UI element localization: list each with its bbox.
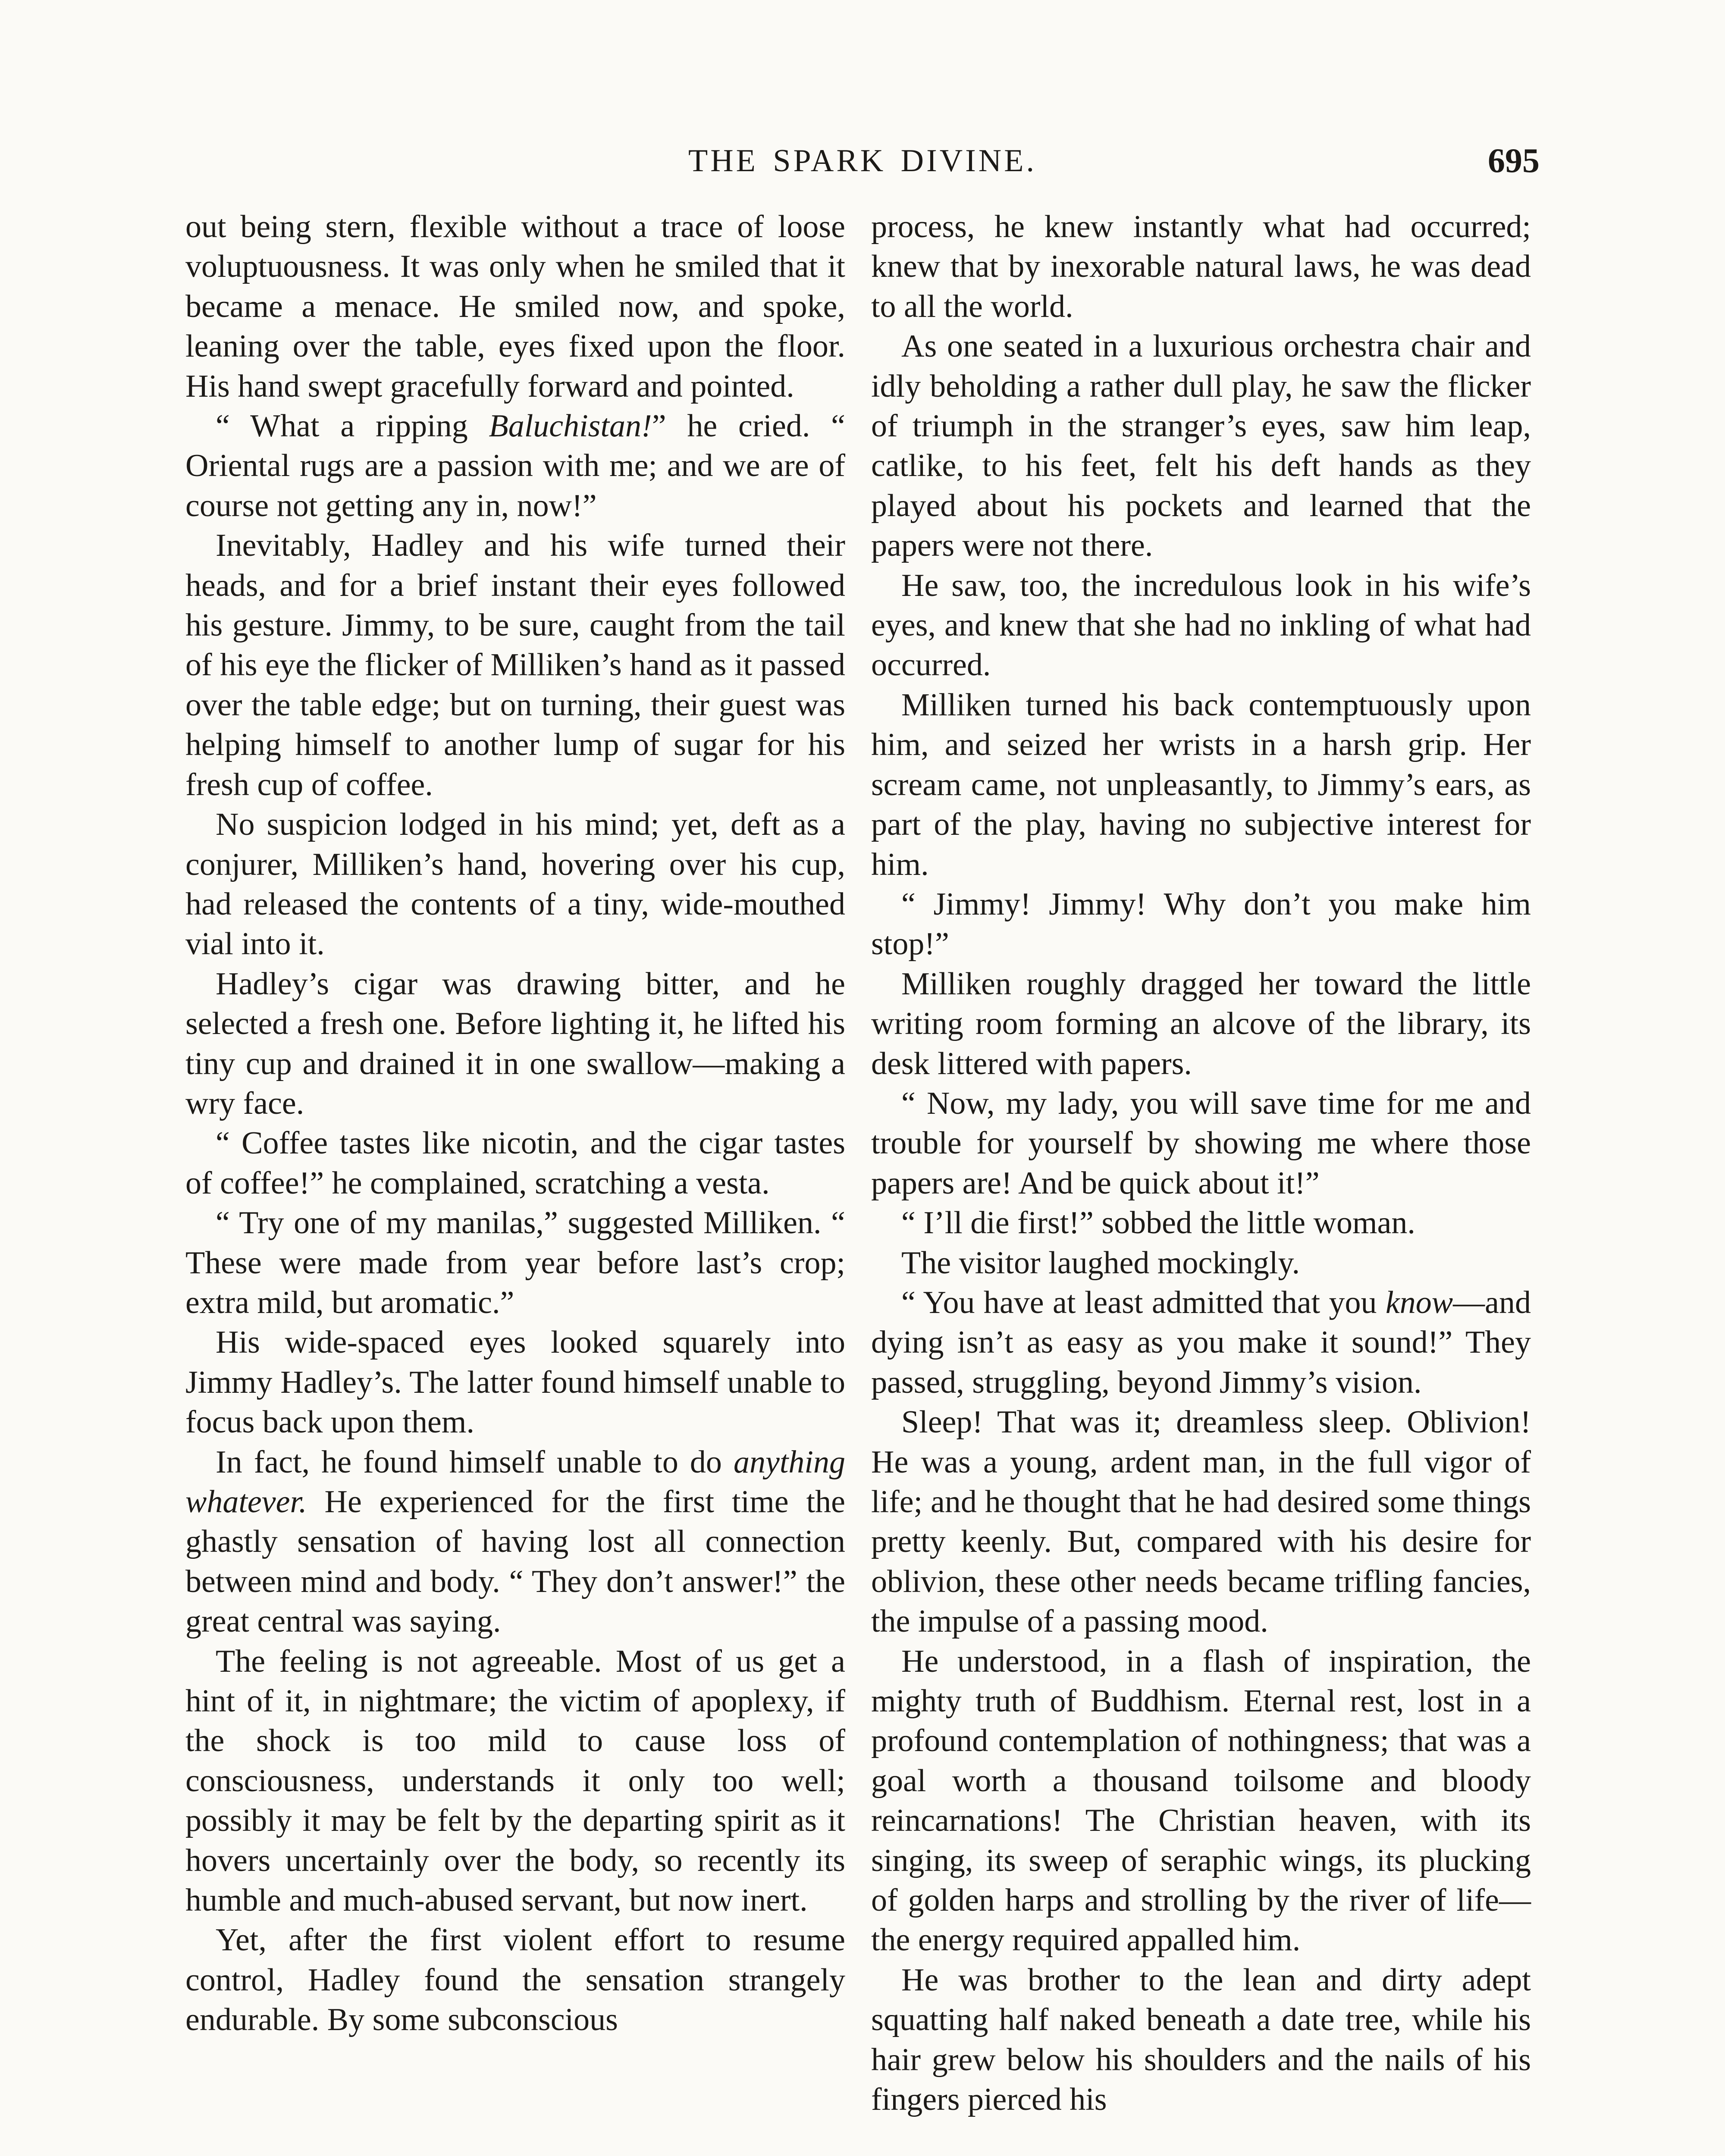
paragraph: As one seated in a luxurious orchestra chair and idly beholding a rather dull play, he saw the flicker of triumph in the stranger’s eyes, saw him leap, catlike, to his feet, felt his deft hands as they played about his pockets and learned that the papers were not there. bbox=[871, 329, 1531, 564]
paragraph: Milliken turned his back contemptuously upon him, and seized her wrists in a harsh grip. Her scream came, not unpleasantly, to Jimmy’s ears, as part of the play, having no subjective interest for him. bbox=[871, 687, 1531, 882]
paragraph: The visitor laughed mockingly. bbox=[901, 1245, 1300, 1281]
paragraph: Sleep! That was it; dreamless sleep. Oblivion! He was a young, ardent man, in the full vigor of life; and he thought that he had desired some things pretty keenly. But, compared with his desire for oblivion, these other needs became trifling fancies, the impulse of a passing mood. bbox=[871, 1404, 1531, 1639]
paragraph: “ Try one of my manilas,” suggested Milliken. “ These were made from year before last’s crop; extra mild, but aromatic.” bbox=[185, 1205, 845, 1320]
left-text-column bbox=[185, 207, 845, 2040]
paragraph: Milliken roughly dragged her toward the little writing room forming an alcove of the library, its desk littered with papers. bbox=[871, 966, 1531, 1081]
paragraph: He saw, too, the incredulous look in his wife’s eyes, and knew that she had no inkling of what had occurred. bbox=[871, 567, 1531, 683]
page-header bbox=[185, 137, 1540, 185]
paragraph: He was brother to the lean and dirty adept squatting half naked beneath a date tree, while his hair grew below his shoulders and the nails of his fingers pierced his bbox=[871, 1962, 1531, 2118]
paragraph: “ Now, my lady, you will save time for me and trouble for yourself by showing me where those papers are! And be quick about it!” bbox=[871, 1085, 1531, 1201]
paragraph: “ Jimmy! Jimmy! Why don’t you make him stop!” bbox=[871, 886, 1531, 962]
paragraph: “ Coffee tastes like nicotin, and the cigar tastes of coffee!” he complained, scratching a vesta. bbox=[185, 1125, 845, 1201]
paragraph: His wide-spaced eyes looked squarely into Jimmy Hadley’s. The latter found himself unable to focus back upon them. bbox=[185, 1325, 845, 1440]
running-title: THE SPARK DIVINE. bbox=[688, 143, 1037, 179]
page-number: 695 bbox=[1488, 142, 1540, 180]
paragraph: process, he knew instantly what had occurred; knew that by inexorable natural laws, he was dead to all the world. bbox=[871, 209, 1531, 324]
paragraph: out being stern, flexible without a trace of loose voluptuousness. It was only when he smiled that it became a menace. He smiled now, and spoke, leaning over the table, eyes fixed upon the floor. His hand swept gracefully forward and pointed. bbox=[185, 209, 845, 404]
paragraph: In fact, he found himself unable to do anything whatever. He experienced for the first time the ghastly sensation of having lost all connection between mind and body. “ They don’t answer!” the great central was saying. bbox=[185, 1444, 845, 1639]
right-text-column bbox=[871, 207, 1531, 2120]
paragraph: “ What a ripping Baluchistan!” he cried. “ Oriental rugs are a passion with me; and we are of course not getting any in, now!” bbox=[185, 408, 845, 523]
paragraph: No suspicion lodged in his mind; yet, deft as a conjurer, Milliken’s hand, hovering over his cup, had released the contents of a tiny, wide-mouthed vial into it. bbox=[185, 807, 845, 962]
paragraph: Hadley’s cigar was drawing bitter, and he selected a fresh one. Before lighting it, he lifted his tiny cup and drained it in one swallow—making a wry face. bbox=[185, 966, 845, 1121]
paragraph: He understood, in a flash of inspiration, the mighty truth of Buddhism. Eternal rest, lost in a profound contemplation of nothingness; that was a goal worth a thousand toilsome and bloody reincarnations! The Christian heaven, with its singing, its sweep of seraphic wings, its plucking of golden harps and strolling by the river of life—the energy required appalled him. bbox=[871, 1643, 1531, 1958]
paragraph: The feeling is not agreeable. Most of us get a hint of it, in nightmare; the victim of apoplexy, if the shock is too mild to cause loss of consciousness, understands it only too well; possibly it may be felt by the departing spirit as it hovers uncertainly over the body, so recently its humble and much-abused servant, but now inert. bbox=[185, 1643, 845, 1918]
paragraph: “ You have at least admitted that you know—and dying isn’t as easy as you make it sound!” They passed, struggling, beyond Jimmy’s vision. bbox=[871, 1285, 1531, 1400]
paragraph: Inevitably, Hadley and his wife turned their heads, and for a brief instant their eyes followed his gesture. Jimmy, to be sure, caught from the tail of his eye the flicker of Milliken’s hand as it passed over the table edge; but on turning, their guest was helping himself to another lump of sugar for his fresh cup of coffee. bbox=[185, 528, 845, 802]
paragraph: “ I’ll die first!” sobbed the little woman. bbox=[901, 1205, 1415, 1241]
paragraph: Yet, after the first violent effort to resume control, Hadley found the sensation strangely endurable. By some subconscious bbox=[185, 1922, 845, 2038]
